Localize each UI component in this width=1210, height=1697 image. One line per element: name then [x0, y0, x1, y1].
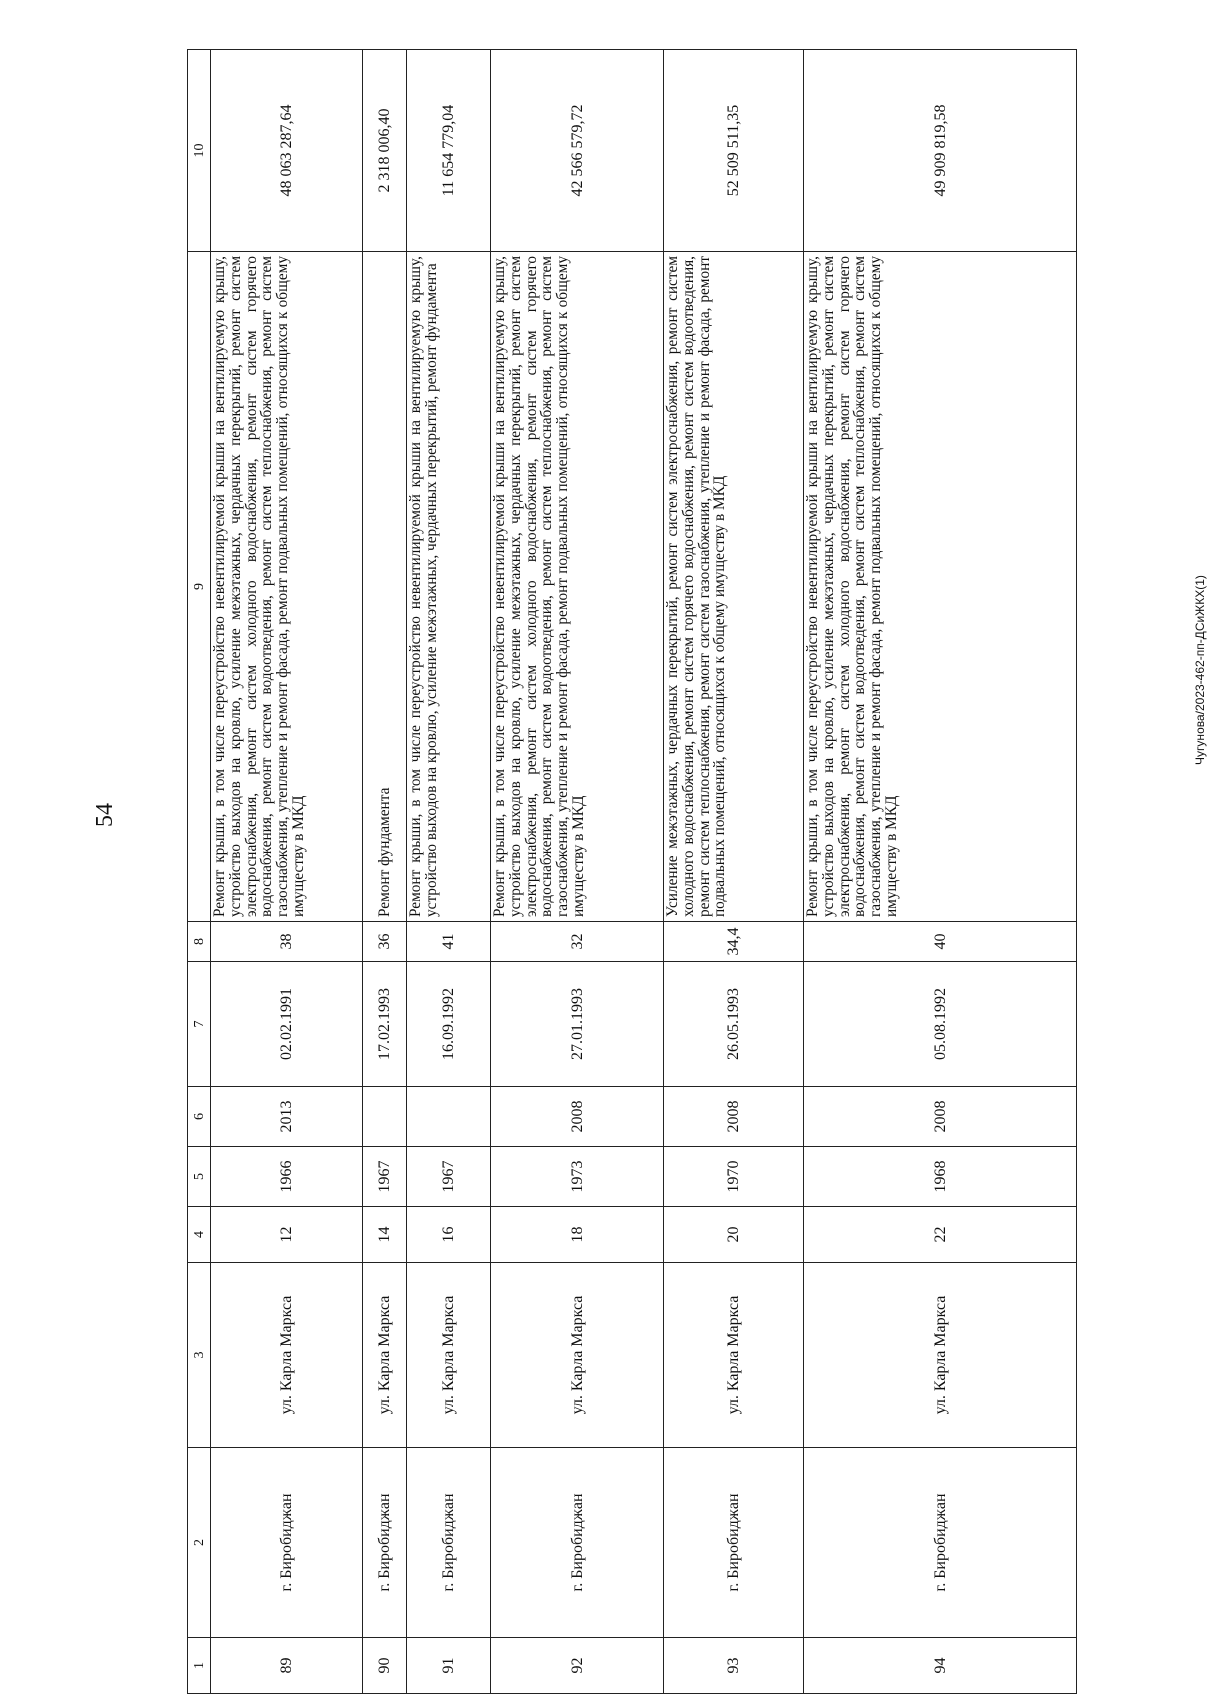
city-cell: г. Биробиджан [211, 1448, 363, 1638]
street-cell: ул. Карла Маркса [804, 1263, 1077, 1448]
date-cell: 27.01.1993 [491, 962, 664, 1087]
works-cell: Ремонт фундамента [363, 252, 407, 922]
amount-cell: 49 909 819,58 [804, 50, 1077, 252]
year-built-cell: 1968 [804, 1147, 1077, 1207]
year-built-cell: 1967 [407, 1147, 491, 1207]
house-cell: 14 [363, 1207, 407, 1263]
row-number: 93 [664, 1638, 804, 1694]
row-number: 91 [407, 1638, 491, 1694]
amount-cell: 2 318 006,40 [363, 50, 407, 252]
row-number: 94 [804, 1638, 1077, 1694]
works-cell: Ремонт крыши, в том числе переустройство невентилируемой крыши на вентилируемую крышу, устройство выходов на кровлю, усиление межэтажных, чердачных перекрытий, ремонт систем электроснабжения, ремонт систем холодного водоснабжения, ремонт систем горячего водоснабжения, ремонт систем водоотведения, ремонт систем теплоснабжения, ремонт систем газоснабжения, утепление и ремонт фасада, ремонт подвальных помещений, относящихся к общему имуществу в МКД [211, 252, 363, 922]
table-row [407, 50, 491, 1694]
wear-cell: 32 [491, 922, 664, 962]
year-built-cell: 1966 [211, 1147, 363, 1207]
year-built-cell: 1967 [363, 1147, 407, 1207]
year-repair-cell: 2008 [664, 1087, 804, 1147]
column-header: 4 [188, 1207, 211, 1263]
table-row [363, 50, 407, 1694]
date-cell: 05.08.1992 [804, 962, 1077, 1087]
date-cell: 26.05.1993 [664, 962, 804, 1087]
amount-cell: 48 063 287,64 [211, 50, 363, 252]
table-row [804, 50, 1077, 1694]
city-cell: г. Биробиджан [491, 1448, 664, 1638]
date-cell: 16.09.1992 [407, 962, 491, 1087]
street-cell: ул. Карла Маркса [363, 1263, 407, 1448]
street-cell: ул. Карла Маркса [211, 1263, 363, 1448]
city-cell: г. Биробиджан [664, 1448, 804, 1638]
table-row [491, 50, 664, 1694]
year-built-cell: 1970 [664, 1147, 804, 1207]
column-header: 2 [188, 1448, 211, 1638]
amount-cell: 11 654 779,04 [407, 50, 491, 252]
street-cell: ул. Карла Маркса [491, 1263, 664, 1448]
house-cell: 22 [804, 1207, 1077, 1263]
column-header: 5 [188, 1147, 211, 1207]
date-cell: 17.02.1993 [363, 962, 407, 1087]
column-header: 6 [188, 1087, 211, 1147]
year-repair-cell: 2008 [804, 1087, 1077, 1147]
column-header: 8 [188, 922, 211, 962]
house-cell: 20 [664, 1207, 804, 1263]
house-cell: 16 [407, 1207, 491, 1263]
column-header: 7 [188, 962, 211, 1087]
column-header: 3 [188, 1263, 211, 1448]
row-number: 89 [211, 1638, 363, 1694]
table-row [664, 50, 804, 1694]
wear-cell: 34,4 [664, 922, 804, 962]
city-cell: г. Биробиджан [363, 1448, 407, 1638]
works-cell: Ремонт крыши, в том числе переустройство невентилируемой крыши на вентилируемую крышу, устройство выходов на кровлю, усиление межэтажных, чердачных перекрытий, ремонт систем электроснабжения, ремонт систем холодного водоснабжения, ремонт систем горячего водоснабжения, ремонт систем водоотведения, ремонт систем теплоснабжения, ремонт систем газоснабжения, утепление и ремонт фасада, ремонт подвальных помещений, относящихся к общему имуществу в МКД [804, 252, 1077, 922]
works-cell: Ремонт крыши, в том числе переустройство невентилируемой крыши на вентилируемую крышу, устройство выходов на кровлю, усиление межэтажных, чердачных перекрытий, ремонт систем электроснабжения, ремонт систем холодного водоснабжения, ремонт систем горячего водоснабжения, ремонт систем водоотведения, ремонт систем теплоснабжения, ремонт систем газоснабжения, утепление и ремонт фасада, ремонт подвальных помещений, относящихся к общему имуществу в МКД [491, 252, 664, 922]
wear-cell: 41 [407, 922, 491, 962]
year-repair-cell: 2008 [491, 1087, 664, 1147]
register-table-wrapper [187, 50, 1077, 1694]
column-header: 10 [188, 50, 211, 252]
house-cell: 18 [491, 1207, 664, 1263]
wear-cell: 38 [211, 922, 363, 962]
city-cell: г. Биробиджан [804, 1448, 1077, 1638]
row-number: 92 [491, 1638, 664, 1694]
column-header: 9 [188, 252, 211, 922]
street-cell: ул. Карла Маркса [664, 1263, 804, 1448]
column-header: 1 [188, 1638, 211, 1694]
page-number: 54 [92, 803, 118, 827]
year-repair-cell [407, 1087, 491, 1147]
amount-cell: 42 566 579,72 [491, 50, 664, 252]
city-cell: г. Биробиджан [407, 1448, 491, 1638]
table-row [211, 50, 363, 1694]
date-cell: 02.02.1991 [211, 962, 363, 1087]
document-reference: Чугунова/2023-462-пп-ДСиЖКХ(1) [1193, 575, 1207, 765]
year-repair-cell: 2013 [211, 1087, 363, 1147]
year-built-cell: 1973 [491, 1147, 664, 1207]
column-number-row [188, 50, 211, 1694]
register-table [187, 49, 1077, 1694]
row-number: 90 [363, 1638, 407, 1694]
house-cell: 12 [211, 1207, 363, 1263]
wear-cell: 36 [363, 922, 407, 962]
works-cell: Ремонт крыши, в том числе переустройство невентилируемой крыши на вентилируемую крышу, устройство выходов на кровлю, усиление межэтажных, чердачных перекрытий, ремонт фундамента [407, 252, 491, 922]
street-cell: ул. Карла Маркса [407, 1263, 491, 1448]
year-repair-cell [363, 1087, 407, 1147]
amount-cell: 52 509 511,35 [664, 50, 804, 252]
works-cell: Усиление межэтажных, чердачных перекрытий, ремонт систем электроснабжения, ремонт систем холодного водоснабжения, ремонт систем горячего водоснабжения, ремонт систем водоотведения, ремонт систем теплоснабжения, ремонт систем газоснабжения, утепление и ремонт фасада, ремонт подвальных помещений, относящихся к общему имуществу в МКД [664, 252, 804, 922]
wear-cell: 40 [804, 922, 1077, 962]
